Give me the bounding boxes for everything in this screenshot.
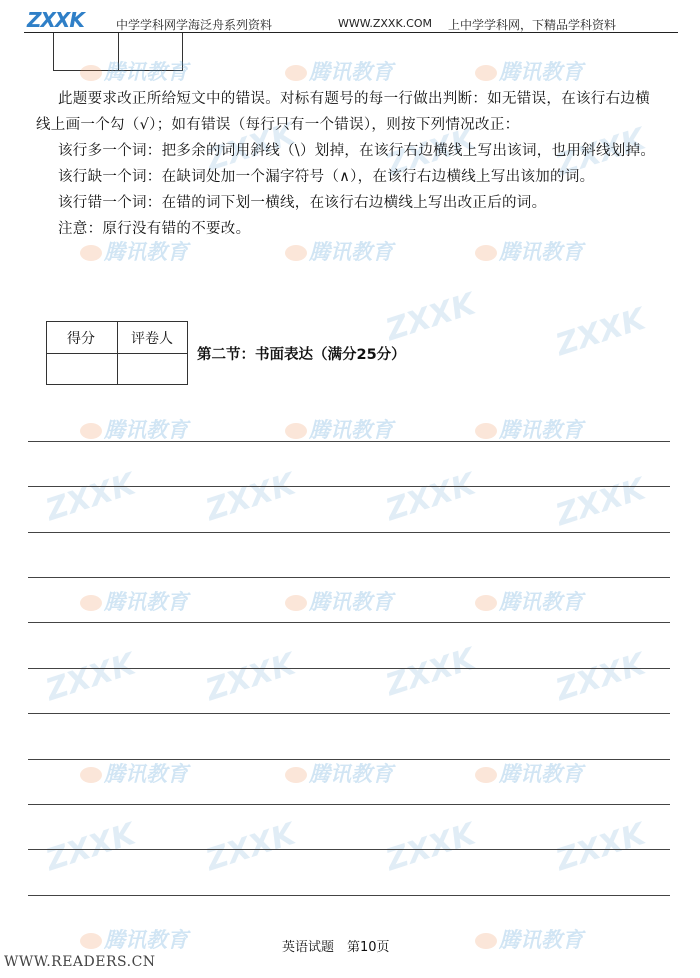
instruction-line-2: 线上画一个勾（√）；如有错误（每行只有一个错误），则按下列情况改正：	[36, 117, 520, 133]
writing-line[interactable]	[28, 622, 670, 623]
watermark-logo: ZXXK	[41, 816, 140, 879]
writing-line[interactable]	[28, 441, 670, 442]
watermark: 腾讯教育	[475, 414, 583, 444]
writing-line[interactable]	[28, 577, 670, 578]
section-title: 第二节：书面表达（满分25分）	[197, 347, 406, 363]
watermark-logo: ZXXK	[41, 466, 140, 529]
zxxk-logo: ZXXK	[27, 8, 84, 32]
watermark-logo: ZXXK	[381, 816, 480, 879]
watermark: 腾讯教育	[285, 586, 393, 616]
watermark: 腾讯教育	[285, 56, 393, 86]
watermark-logo: ZXXK	[551, 646, 650, 709]
watermark-logo: ZXXK	[201, 646, 300, 709]
instruction-line-5: 该行错一个词：在错的词下划一横线，在该行右边横线上写出改正后的词。	[58, 195, 547, 211]
watermark: 腾讯教育	[285, 414, 393, 444]
watermark-logo: ZXXK	[381, 466, 480, 529]
watermark: 腾讯教育	[475, 924, 583, 954]
watermark: 腾讯教育	[475, 56, 583, 86]
watermark-logo: ZXXK	[201, 816, 300, 879]
watermark-logo: ZXXK	[381, 121, 480, 184]
watermark: 腾讯教育	[475, 758, 583, 788]
instruction-line-4: 该行缺一个词：在缺词处加一个漏字符号（∧），在该行右边横线上写出该加的词。	[58, 169, 595, 185]
score-header: 得分	[67, 331, 95, 347]
watermark-logo: ZXXK	[551, 816, 650, 879]
instruction-line-1: 此题要求改正所给短文中的错误。对标有题号的每一行做出判断：如无错误，在该行右边横	[58, 91, 650, 107]
watermark-logo: ZXXK	[551, 471, 650, 534]
watermark: 腾讯教育	[475, 586, 583, 616]
watermark-logo: ZXXK	[551, 301, 650, 364]
writing-line[interactable]	[28, 486, 670, 487]
watermark: 腾讯教育	[80, 236, 188, 266]
watermark: 腾讯教育	[80, 758, 188, 788]
watermark: 腾讯教育	[285, 758, 393, 788]
page-footer: 英语试题 第10页	[282, 940, 390, 955]
watermark: 腾讯教育	[285, 236, 393, 266]
writing-line[interactable]	[28, 759, 670, 760]
score-table	[46, 321, 188, 385]
header-url[interactable]: WWW.ZXXK.COM	[338, 17, 433, 30]
watermark-logo: ZXXK	[201, 116, 300, 179]
writing-line[interactable]	[28, 668, 670, 669]
header-left-text: 中学学科网学海泛舟系列资料	[116, 18, 273, 32]
writing-line[interactable]	[28, 532, 670, 533]
watermark: 腾讯教育	[80, 586, 188, 616]
site-watermark: WWW.READERS.CN	[4, 954, 156, 970]
watermark: 腾讯教育	[80, 56, 188, 86]
previous-table-fragment	[53, 33, 183, 71]
header-right-text: 上中学学科网，下精品学科资料	[448, 18, 617, 32]
watermark-logo: ZXXK	[41, 646, 140, 709]
watermark-logo: ZXXK	[551, 121, 650, 184]
watermark-logo: ZXXK	[381, 641, 480, 704]
grader-header: 评卷人	[131, 331, 173, 347]
writing-line[interactable]	[28, 895, 670, 896]
instruction-line-6: 注意：原行没有错的不要改。	[58, 221, 251, 237]
watermark: 腾讯教育	[80, 924, 188, 954]
watermark-logo: ZXXK	[381, 286, 480, 349]
writing-line[interactable]	[28, 849, 670, 850]
watermark: 腾讯教育	[475, 236, 583, 266]
writing-line[interactable]	[28, 713, 670, 714]
instruction-line-3: 该行多一个词：把多余的词用斜线（\）划掉，在该行右边横线上写出该词，也用斜线划掉。	[58, 143, 656, 159]
writing-line[interactable]	[28, 804, 670, 805]
watermark: 腾讯教育	[80, 414, 188, 444]
watermark-logo: ZXXK	[201, 466, 300, 529]
